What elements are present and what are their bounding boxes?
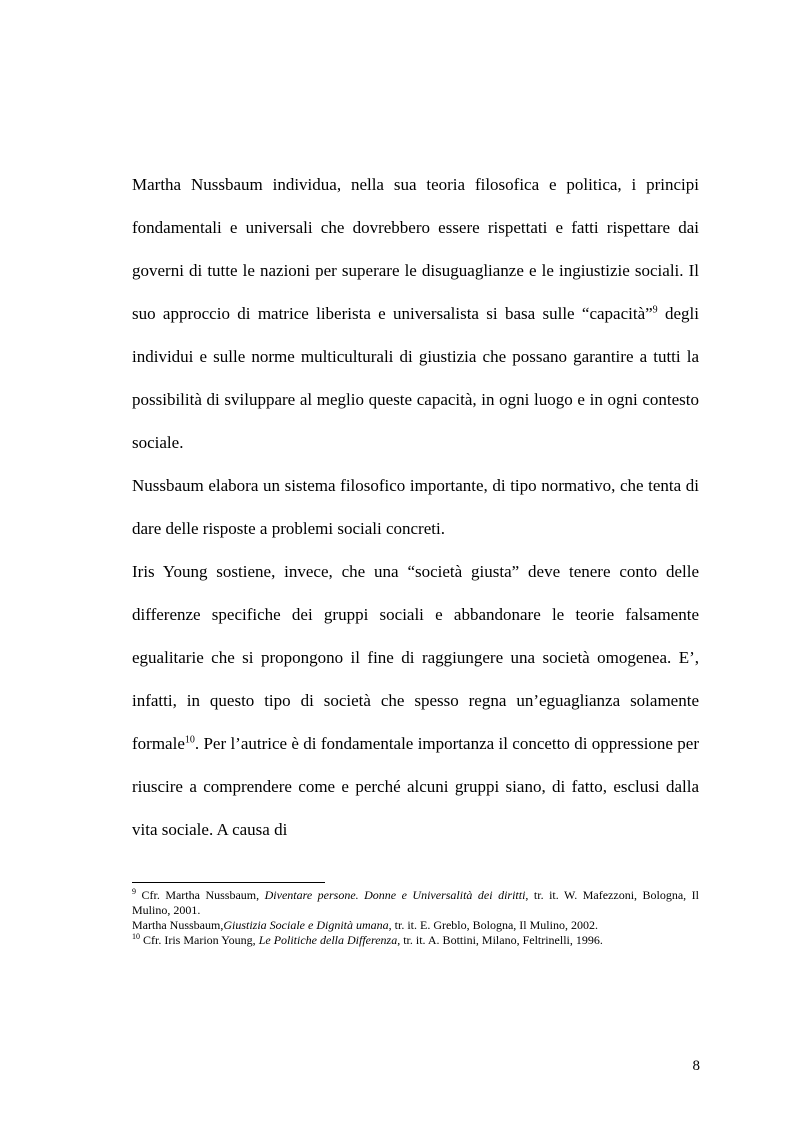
footnote-ref-9[interactable]: 9 — [652, 304, 658, 316]
footnote-number: 10 — [132, 932, 140, 941]
footnote-number: 9 — [132, 887, 136, 896]
paragraph-2: Nussbaum elabora un sistema filosofico importante, di tipo normativo, che tenta di dare delle risposte a problemi sociali concreti. — [132, 476, 699, 538]
footnote-book-title: Giustizia Sociale e Dignità umana — [223, 918, 389, 932]
footnote-text: Cfr. Iris Marion Young, — [140, 933, 259, 947]
footnote-text: Martha Nussbaum, — [132, 918, 224, 932]
footnote-10 — [132, 933, 699, 948]
footnote-9-continued — [132, 918, 699, 933]
footnote-9 — [132, 888, 699, 918]
page-number: 8 — [692, 1058, 700, 1074]
footnote-book-title: Le Politiche della Differenza — [258, 933, 398, 947]
footnote-text: , tr. it. W. Mafezzoni, Bologna, Il Mulino, 2001. — [132, 888, 700, 917]
footnote-text: , tr. it. E. Greblo, Bologna, Il Mulino, 2002. — [388, 918, 598, 932]
paragraph-text: . Per l’autrice è di fondamentale importanza il concetto di oppressione per riuscire a comprendere come e perché alcuni gruppi siano, di fatto, esclusi dalla vita sociale. A causa di — [132, 734, 699, 839]
footnote-text: Cfr. Martha Nussbaum, — [136, 888, 265, 902]
paragraph-1 — [132, 163, 699, 464]
footnote-book-title: Diventare persone. Donne e Universalità dei diritti — [264, 888, 526, 902]
paragraph-3 — [132, 550, 699, 851]
paragraph-text: Martha Nussbaum individua, nella sua teoria filosofica e politica, i principi fondamentali e universali che dovrebbero essere rispettati e fatti rispettare dai governi di tutte le nazioni per superare le disuguaglianze e le ingiustizie sociali. Il suo approccio di matrice liberista e universalista si basa sulle “capacità” — [132, 175, 699, 323]
footnote-ref-10[interactable]: 10 — [184, 734, 195, 746]
paragraph-text: Iris Young sostiene, invece, che una “società giusta” deve tenere conto delle differenze specifiche dei gruppi sociali e abbandonare le teorie falsamente egualitarie che si propongono il fine di raggiungere una società omogenea. E’, infatti, in questo tipo di società che spesso regna un’eguaglianza solamente formale — [132, 562, 699, 753]
paragraph-text: degli individui e sulle norme multiculturali di giustizia che possano garantire a tutti la possibilità di sviluppare al meglio queste capacità, in ogni luogo e in ogni contesto sociale. — [132, 304, 699, 452]
body-text — [132, 163, 699, 851]
footnote-separator — [132, 882, 325, 883]
footnotes — [132, 888, 699, 948]
footnote-text: , tr. it. A. Bottini, Milano, Feltrinelli, 1996. — [397, 933, 603, 947]
